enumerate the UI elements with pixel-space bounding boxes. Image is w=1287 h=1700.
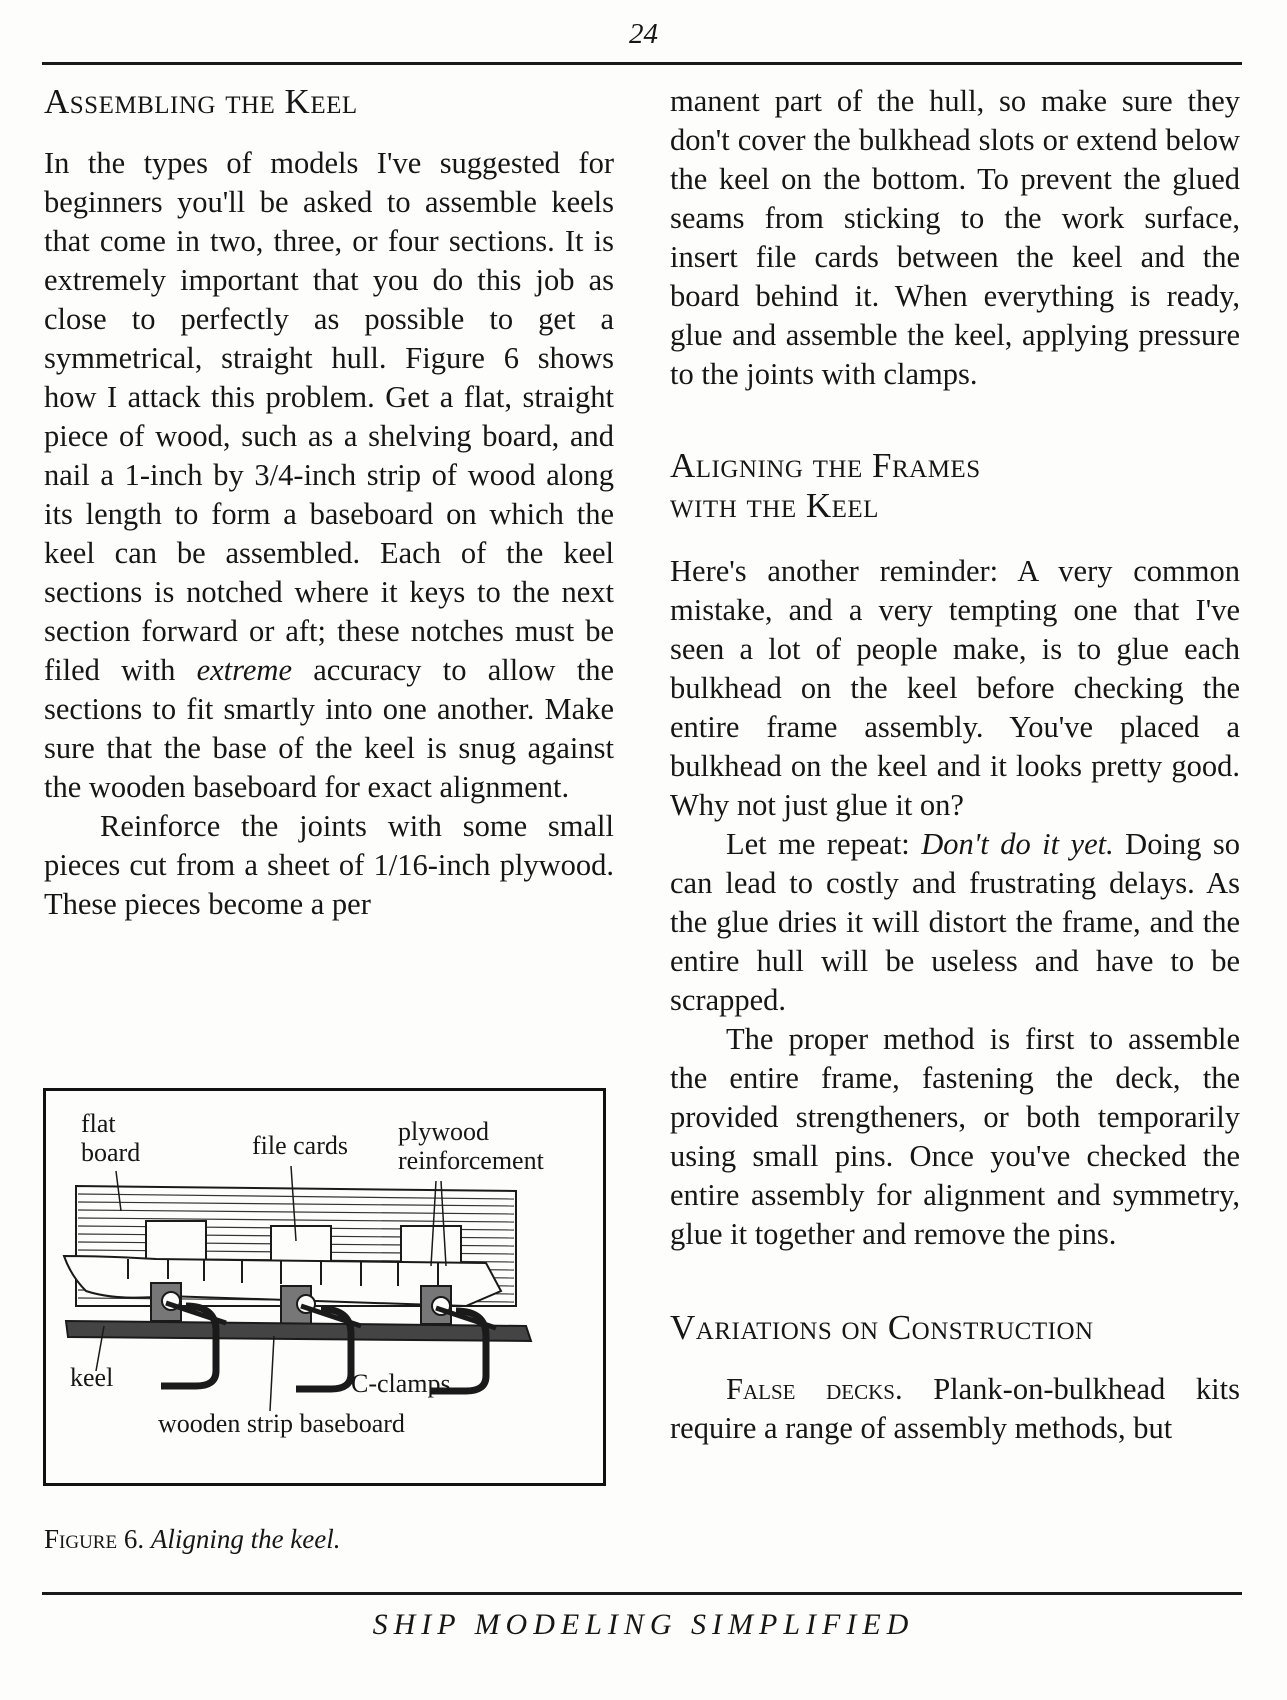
paragraph-text: Doing so can lead to costly and frustrating delays. As the glue dries it will distort the frame, and the entire hull will be useless and have to be scrapped. [670, 827, 1240, 1017]
figure-label-wooden-strip-baseboard: wooden strip baseboard [158, 1409, 405, 1438]
page-number: 24 [629, 18, 658, 50]
right-column [670, 82, 1240, 1448]
paragraph-text: In the types of models I've suggested for beginners you'll be asked to assemble keels that come in two, three, or four sections. It is extremely important that you do this job as close to perfectly as possible to get a symmetrical, straight hull. Figure 6 shows how I attack this problem. Get a flat, straight piece of wood, such as a shelving board, and nail a 1-inch by 3/4-inch strip of wood along its length to form a baseboard on which the keel can be assembled. Each of the keel sections is notched where it keys to the next section forward or aft; these notches must be filed with [44, 146, 614, 687]
paragraph-text: Let me repeat: [726, 827, 922, 861]
emphasis-text: Don't do it yet. [921, 827, 1114, 861]
paragraph-text: Plank-on-bulkhead kits require a range of assembly methods, but [670, 1372, 1241, 1445]
caption-text: Aligning the keel. [150, 1524, 341, 1554]
paragraph-continued: manent part of the hull, so make sure they don't cover the bulkhead slots or extend below the keel on the bottom. To prevent the glued seams from sticking to the work surface, insert file cards between the keel and the board behind it. When everything is ready, glue and assemble the keel, applying pressure to the joints with clamps. [670, 84, 1240, 391]
caption-lead: Figure [44, 1524, 118, 1554]
heading-line: with the Keel [670, 486, 879, 525]
figure-aligning-keel [43, 1088, 606, 1486]
figure-label-file-cards: file cards [252, 1131, 349, 1160]
paragraph-reinforce-joints: Reinforce the joints with some small pieces cut from a sheet of 1/16-inch plywood. These pieces become a per [44, 809, 614, 921]
wooden-strip-baseboard-drawing [66, 1321, 531, 1341]
run-in-heading: False decks. [726, 1372, 903, 1406]
figure-label-plywood: plywood [398, 1117, 489, 1146]
paragraph-false-decks [670, 1370, 1240, 1448]
figure-label-reinforcement: reinforcement [398, 1146, 544, 1175]
caption-number: 6. [117, 1524, 151, 1554]
figure-caption [44, 1524, 341, 1555]
paragraph-proper-method: The proper method is first to assemble the entire frame, fastening the deck, the provided strengtheners, or both temporarily using small pins. Once you've checked the entire assembly for alignment and symmetry, glue it together and remove the pins. [670, 1022, 1240, 1251]
section-heading-variations: Variations on Construction [670, 1308, 1094, 1347]
footer-rule [42, 1592, 1242, 1595]
figure-label-board: board [81, 1138, 141, 1167]
paragraph-keel-assembly [44, 144, 614, 807]
paragraph-reminder: Here's another reminder: A very common mistake, and a very tempting one that I've seen a lot of people make, is to glue each bulkhead on the keel before checking the entire frame assembly. You've placed a bulkhead on the keel and it looks pretty good. Why not just glue it on? [670, 554, 1240, 822]
left-column [44, 82, 614, 924]
figure-label-keel: keel [70, 1363, 114, 1392]
paragraph-text: accuracy to allow the sections to fit smartly into one another. Make sure that the base of the keel is snug against the wooden baseboard for exact alignment. [44, 653, 615, 804]
paragraph-dont-do-it-yet [670, 825, 1240, 1020]
section-heading-aligning-frames [670, 446, 1240, 526]
header-rule [42, 62, 1242, 65]
running-footer: SHIP MODELING SIMPLIFIED [372, 1608, 915, 1641]
heading-line: Aligning the Frames [670, 446, 981, 485]
figure-label-c-clamps: C-clamps [351, 1369, 451, 1398]
emphasis-text: extreme [196, 653, 292, 687]
figure-label-flat: flat [81, 1109, 116, 1138]
section-heading-assembling-keel: Assembling the Keel [44, 82, 358, 121]
